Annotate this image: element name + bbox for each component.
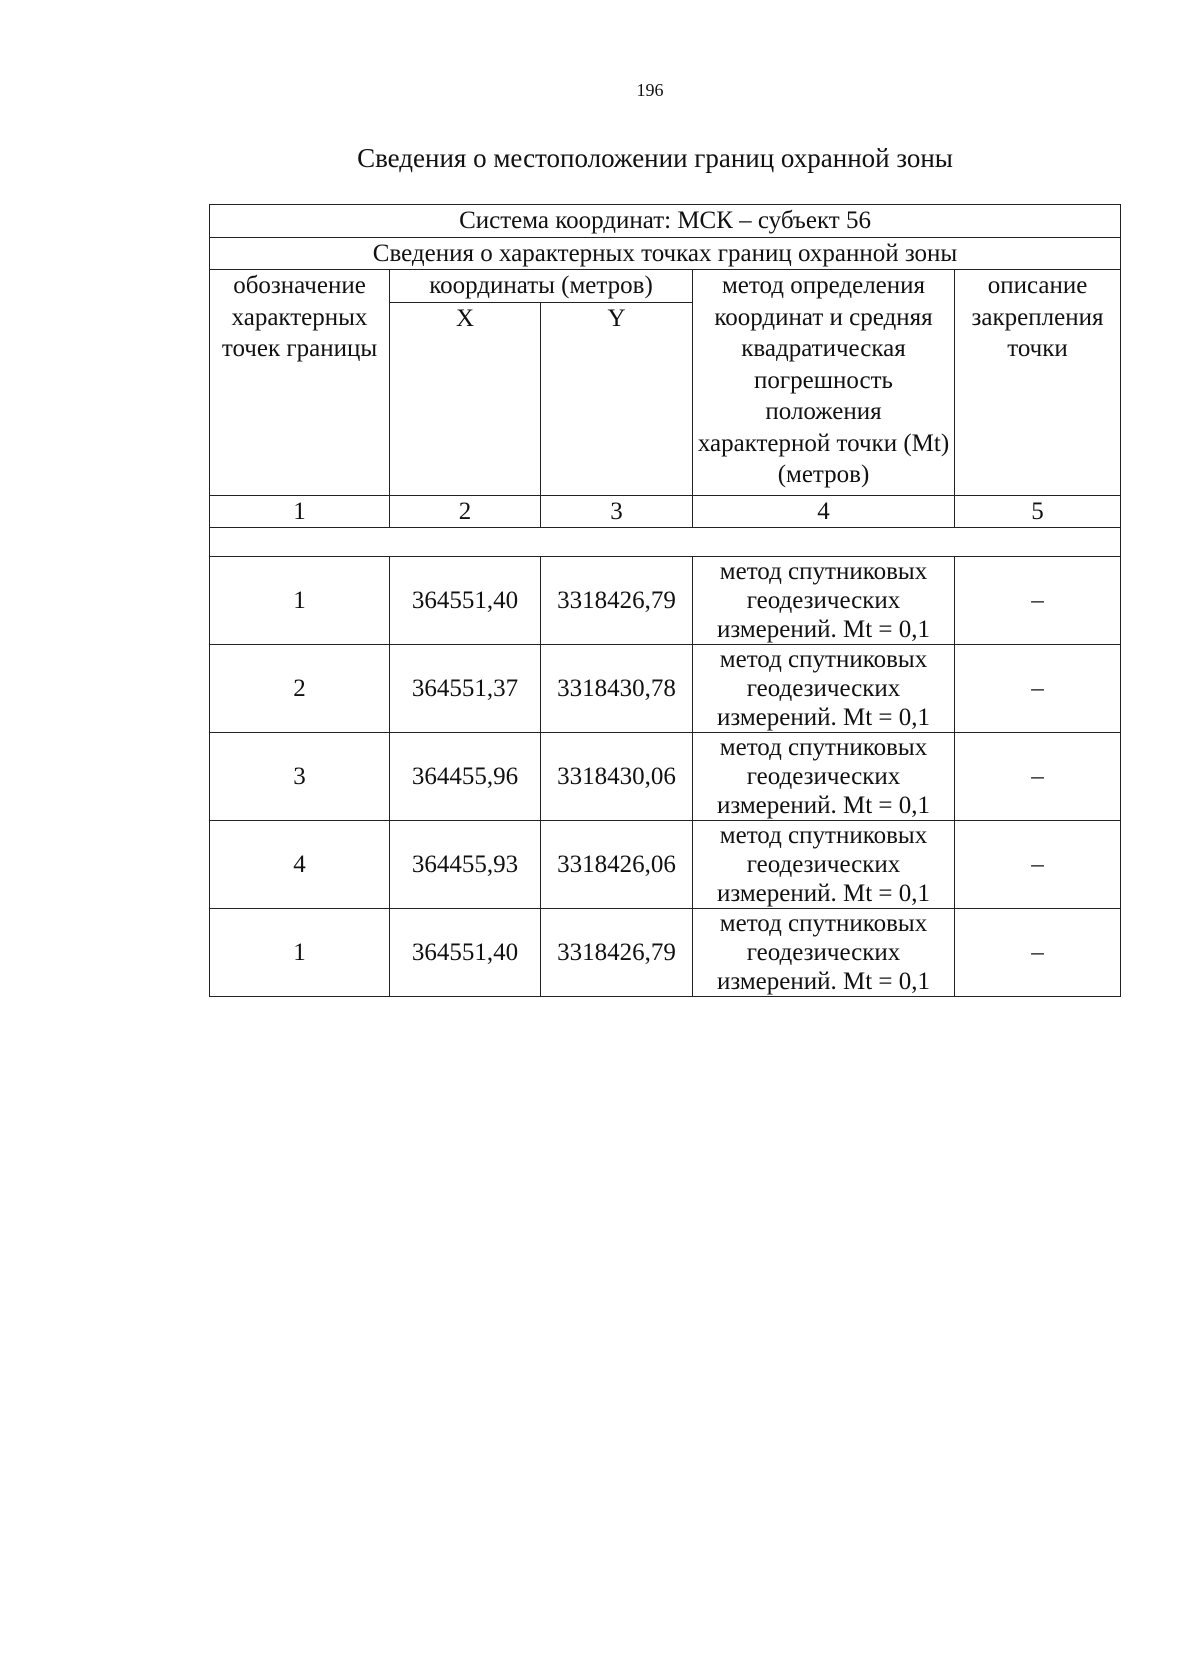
section-title-banner: Сведения о характерных точках границ охранной зоны — [210, 237, 1121, 270]
x-cell: 364455,93 — [390, 821, 541, 909]
column-number: 1 — [210, 495, 390, 528]
column-number: 3 — [541, 495, 693, 528]
method-cell: метод спутниковых геодезических измерений. Mt = 0,1 — [693, 645, 955, 733]
y-cell: 3318430,06 — [541, 733, 693, 821]
description-cell: – — [955, 645, 1121, 733]
y-cell: 3318430,78 — [541, 645, 693, 733]
spacer-row — [210, 528, 1121, 557]
description-cell: – — [955, 733, 1121, 821]
y-cell: 3318426,79 — [541, 557, 693, 645]
table-row — [210, 557, 1121, 645]
column-number: 5 — [955, 495, 1121, 528]
point-cell: 2 — [210, 645, 390, 733]
x-cell: 364551,40 — [390, 909, 541, 997]
table-row — [210, 645, 1121, 733]
column-number-row — [210, 495, 1121, 528]
page-number: 196 — [636, 80, 664, 100]
point-cell: 1 — [210, 557, 390, 645]
coord-system-banner: Система координат: МСК – субъект 56 — [210, 205, 1121, 238]
x-cell: 364455,96 — [390, 733, 541, 821]
point-cell: 4 — [210, 821, 390, 909]
method-cell: метод спутниковых геодезических измерений. Mt = 0,1 — [693, 909, 955, 997]
document-title: Сведения о местоположении границ охранной зоны — [357, 143, 953, 173]
method-cell: метод спутниковых геодезических измерений. Mt = 0,1 — [693, 821, 955, 909]
y-cell: 3318426,06 — [541, 821, 693, 909]
description-cell: – — [955, 909, 1121, 997]
header-y: Y — [541, 302, 693, 495]
header-method: метод определения координат и средняя квадратическая погрешность положения характерной точки (Mt) (метров) — [693, 270, 955, 496]
point-cell: 1 — [210, 909, 390, 997]
column-number: 2 — [390, 495, 541, 528]
table-row — [210, 733, 1121, 821]
description-cell: – — [955, 557, 1121, 645]
x-cell: 364551,37 — [390, 645, 541, 733]
table-row — [210, 909, 1121, 997]
method-cell: метод спутниковых геодезических измерений. Mt = 0,1 — [693, 733, 955, 821]
spacer-cell — [210, 528, 1121, 557]
header-coordinates: координаты (метров) — [390, 270, 693, 303]
boundary-points-table — [209, 204, 1121, 997]
header-point: обозначение характерных точек границы — [210, 270, 390, 496]
header-description: описание закрепления точки — [955, 270, 1121, 496]
method-cell: метод спутниковых геодезических измерений. Mt = 0,1 — [693, 557, 955, 645]
header-x: X — [390, 302, 541, 495]
table-row — [210, 821, 1121, 909]
x-cell: 364551,40 — [390, 557, 541, 645]
point-cell: 3 — [210, 733, 390, 821]
column-number: 4 — [693, 495, 955, 528]
description-cell: – — [955, 821, 1121, 909]
y-cell: 3318426,79 — [541, 909, 693, 997]
